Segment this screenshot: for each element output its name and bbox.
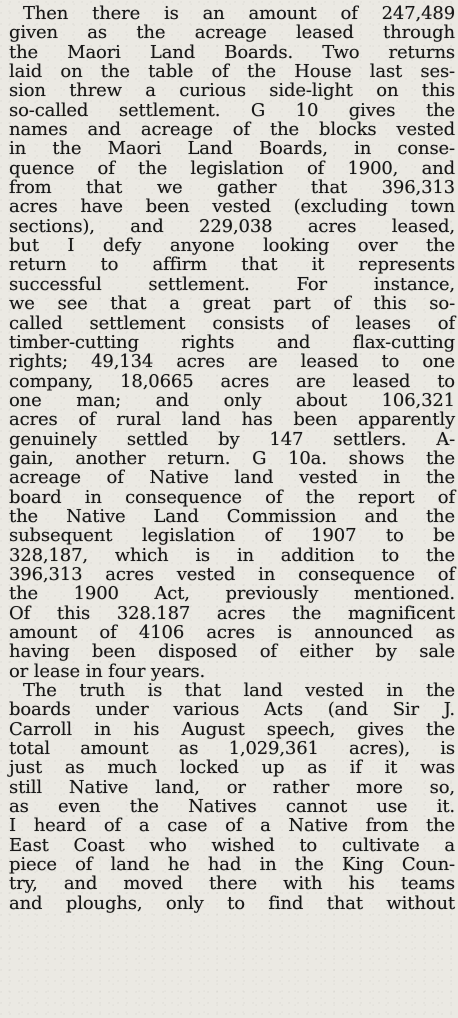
- text-line: boards under various Acts (and Sir J.: [9, 699, 455, 721]
- text-line: piece of land he had in the King Coun-: [9, 854, 455, 876]
- text-line: Then there is an amount of 247,489: [23, 3, 455, 24]
- text-line: quence of the legislation of 1900, and: [9, 157, 455, 179]
- text-line: I heard of a case of a Native from the: [9, 815, 455, 837]
- text-line: East Coast who wished to cultivate a: [9, 834, 455, 856]
- text-line: called settlement consists of leases of: [9, 312, 455, 334]
- text-line: the 1900 Act, previously mentioned.: [9, 583, 455, 605]
- text-line: Of this 328.187 acres the magnificent: [9, 602, 455, 624]
- text-line: having been disposed of either by sale: [9, 641, 455, 663]
- text-line: and ploughs, only to find that without: [9, 892, 455, 914]
- text-line: but I defy anyone looking over the: [9, 235, 455, 257]
- text-line: acres have been vested (excluding town: [9, 196, 455, 218]
- text-line: company, 18,0665 acres are leased to: [9, 370, 455, 392]
- text-line: amount of 4106 acres is announced as: [9, 622, 455, 643]
- text-line: or lease in four years.: [9, 660, 206, 682]
- text-line: acres of rural land has been apparently: [9, 409, 455, 431]
- text-line: the Maori Land Boards. Two returns: [9, 41, 455, 63]
- text-line: sections), and 229,038 acres leased,: [9, 215, 455, 237]
- article-paragraph: [9, 4, 455, 681]
- text-line: just as much locked up as if it was: [9, 757, 455, 779]
- text-line: so-called settlement. G 10 gives the: [9, 99, 455, 121]
- text-line: timber-cutting rights and flax-cutting: [9, 331, 455, 353]
- text-line: still Native land, or rather more so,: [9, 776, 455, 798]
- text-line: the Native Land Commission and the: [9, 505, 455, 527]
- text-line: names and acreage of the blocks vested: [9, 119, 455, 141]
- text-line: sion threw a curious side-light on this: [9, 80, 455, 102]
- text-line: Carroll in his August speech, gives the: [9, 718, 455, 740]
- text-line: 328,187, which is in addition to the: [9, 544, 455, 566]
- text-line: board in consequence of the report of: [9, 486, 455, 508]
- text-line: acreage of Native land vested in the: [9, 467, 455, 489]
- text-line: given as the acreage leased through: [9, 22, 455, 44]
- text-line: one man; and only about 106,321: [9, 389, 455, 411]
- text-line: gain, another return. G 10a. shows the: [9, 447, 455, 469]
- text-line: 396,313 acres vested in consequence of: [9, 563, 455, 585]
- text-line: The truth is that land vested in the: [23, 680, 455, 702]
- text-line: we see that a great part of this so-: [9, 293, 455, 315]
- text-line: as even the Natives cannot use it.: [9, 796, 455, 818]
- text-line: try, and moved there with his teams: [9, 873, 455, 895]
- text-line: successful settlement. For instance,: [9, 273, 455, 295]
- article-paragraph: [9, 681, 455, 913]
- text-line: laid on the table of the House last ses-: [9, 61, 455, 83]
- text-line: return to affirm that it represents: [9, 254, 455, 276]
- article-column: [9, 4, 455, 913]
- text-line: from that we gather that 396,313: [9, 177, 455, 199]
- text-line: rights; 49,134 acres are leased to one: [9, 351, 455, 373]
- text-line: subsequent legislation of 1907 to be: [9, 525, 455, 547]
- text-line: genuinely settled by 147 settlers. A-: [9, 428, 455, 450]
- text-line: in the Maori Land Boards, in conse-: [9, 138, 455, 160]
- text-line: total amount as 1,029,361 acres), is: [9, 738, 455, 760]
